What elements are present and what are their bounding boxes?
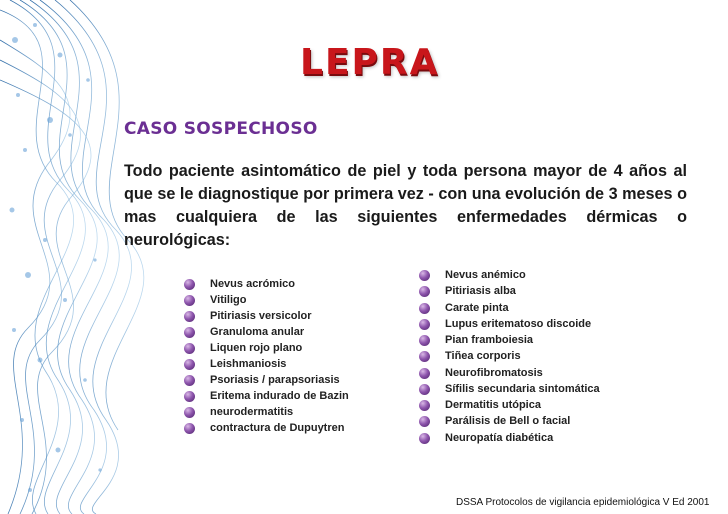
list-item-label: Lupus eritematoso discoide	[445, 317, 592, 330]
purple-sphere-bullet-icon	[184, 359, 195, 370]
purple-sphere-bullet-icon	[419, 303, 430, 314]
disease-list-left	[184, 276, 349, 436]
list-item-label: Leishmaniosis	[210, 358, 287, 370]
list-item	[419, 316, 600, 332]
purple-sphere-bullet-icon	[419, 433, 430, 444]
list-item-label: Nevus anémico	[445, 269, 526, 281]
purple-sphere-bullet-icon	[184, 423, 195, 434]
list-item-label: Parálisis de Bell o facial	[445, 415, 571, 428]
purple-sphere-bullet-icon	[184, 311, 195, 322]
list-item-label: Pitiriasis versicolor	[210, 310, 312, 322]
section-subtitle: CASO SOSPECHOSO	[124, 119, 318, 139]
list-item-label: Vitiligo	[210, 294, 247, 306]
list-item-label: Granuloma anular	[210, 326, 305, 338]
purple-sphere-bullet-icon	[184, 295, 195, 306]
list-item	[419, 283, 600, 299]
list-item	[184, 324, 349, 340]
list-item	[419, 332, 600, 348]
list-item	[184, 308, 349, 324]
list-item-label: Neuropatía diabética	[445, 431, 554, 444]
list-item-label: Psoriasis / parapsoriasis	[210, 374, 340, 386]
purple-sphere-bullet-icon	[419, 384, 430, 395]
list-item-label: Pian framboiesia	[445, 334, 534, 346]
list-item	[419, 430, 600, 446]
list-item	[184, 420, 349, 436]
purple-sphere-bullet-icon	[419, 335, 430, 346]
list-item	[419, 381, 600, 397]
list-item	[419, 365, 600, 381]
purple-sphere-bullet-icon	[184, 279, 195, 290]
list-item	[184, 404, 349, 420]
purple-sphere-bullet-icon	[184, 407, 195, 418]
list-item-label: Dermatitis utópica	[445, 399, 541, 411]
purple-sphere-bullet-icon	[419, 368, 430, 379]
purple-sphere-bullet-icon	[419, 400, 430, 411]
list-item	[419, 413, 600, 429]
list-item	[184, 356, 349, 372]
list-item	[419, 397, 600, 413]
list-item-label: Neurofibromatosis	[445, 366, 543, 379]
purple-sphere-bullet-icon	[419, 286, 430, 297]
purple-sphere-bullet-icon	[419, 351, 430, 362]
purple-sphere-bullet-icon	[419, 270, 430, 281]
list-item	[184, 372, 349, 388]
list-item-label: neurodermatitis	[210, 406, 294, 418]
list-item	[184, 292, 349, 308]
purple-sphere-bullet-icon	[184, 343, 195, 354]
list-item-label: Sífilis secundaria sintomática	[445, 382, 600, 395]
list-item-label: Eritema indurado de Bazin	[210, 390, 349, 402]
list-item	[184, 276, 349, 292]
description-paragraph: Todo paciente asintomático de piel y toda persona mayor de 4 años al que se le diagnostique por primera vez - con una evolución de 3 meses o mas cualquiera de las siguientes enfermedades dérmicas o neurológicas:	[124, 162, 687, 249]
list-item-label: Nevus acrómico	[210, 278, 295, 290]
list-item-label: Liquen rojo plano	[210, 342, 303, 354]
purple-sphere-bullet-icon	[184, 327, 195, 338]
list-item	[419, 267, 600, 283]
list-item-label: Tiñea corporis	[445, 350, 521, 363]
disease-list-right	[419, 267, 600, 446]
purple-sphere-bullet-icon	[419, 416, 430, 427]
purple-sphere-bullet-icon	[184, 375, 195, 386]
purple-sphere-bullet-icon	[184, 391, 195, 402]
list-item	[419, 300, 600, 316]
list-item	[419, 348, 600, 364]
list-item	[184, 340, 349, 356]
list-item	[184, 388, 349, 404]
purple-sphere-bullet-icon	[419, 319, 430, 330]
source-citation: DSSA Protocolos de vigilancia epidemiológica V Ed 2001	[456, 497, 710, 508]
list-item-label: contractura de Dupuytren	[210, 422, 345, 434]
list-item-label: Pitiriasis alba	[445, 285, 516, 298]
page-title: LEPRA	[300, 42, 440, 83]
list-item-label: Carate pinta	[445, 301, 509, 314]
